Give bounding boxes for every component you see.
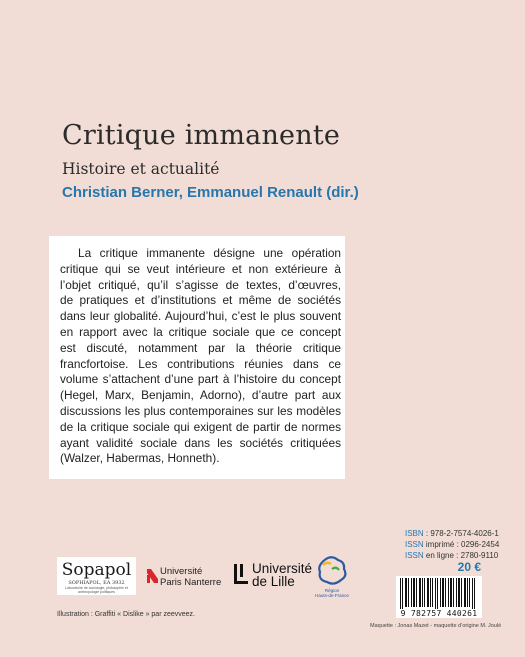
barcode: [396, 576, 482, 618]
issn-online-label: ISSN: [405, 551, 424, 560]
blurb-line: (Hegel, Marx, Benjamin, Adorno), d’autre part aux: [60, 388, 341, 403]
hdf-line2: Hauts-de-France: [315, 593, 349, 598]
blurb-line: l’objet critiqué, qu’il s’agisse de textes, d’œuvres,: [60, 277, 341, 292]
back-cover-blurb: [49, 236, 345, 479]
blurb-line: volume s’attachent d’une part à l’histoire du concept: [60, 372, 341, 387]
blurb-line: de pratiques et d’institutions et même de sociétés: [60, 293, 341, 308]
book-authors: Christian Berner, Emmanuel Renault (dir.): [62, 184, 359, 201]
lille-mark-icon: [234, 564, 248, 584]
illustration-credit: Illustration : Graffiti « Dislike » par zeevveez.: [57, 611, 195, 618]
isbn-block: [405, 528, 500, 574]
sopapol-subtitle: SOPHIAPOL, EA 3932: [68, 580, 125, 586]
issn-print-label: ISSN: [405, 540, 424, 549]
price: 20 €: [457, 560, 481, 574]
issn-online-value: en ligne : 2780-9110: [423, 551, 499, 560]
blurb-line: francfortoise. Les contributions réunies dans ce: [60, 356, 341, 371]
hauts-de-france-logo: [312, 556, 352, 598]
blurb-line: en rapport avec la critique sociale que ce concept: [60, 324, 341, 339]
isbn-row: [405, 528, 499, 539]
nanterre-line2: Paris Nanterre: [160, 577, 222, 588]
nanterre-line1: Université: [160, 566, 203, 577]
hdf-line1: Région: [324, 588, 340, 593]
book-subtitle: Histoire et actualité: [62, 160, 220, 178]
blurb-line: critique qui se veut intérieure et non extérieure à: [60, 261, 341, 276]
blurb-line: (Walzer, Habermas, Honneth).: [60, 451, 220, 466]
lille-line1: Université: [252, 561, 313, 576]
hauts-de-france-text: [312, 588, 352, 598]
nanterre-text: [160, 566, 221, 588]
nanterre-mark-icon: [147, 569, 158, 583]
layout-credit: Maquette : Jonas Mazet - maquette d’origine M. Joulé: [370, 623, 502, 629]
isbn-value: : 978-2-7574-4026-1: [423, 529, 499, 538]
sopapol-name: Sopapol: [61, 560, 132, 580]
blurb-line: ayant validité sociale dans les sociétés critiquées: [60, 435, 341, 450]
book-title: Critique immanente: [62, 120, 341, 151]
sopapol-logo: [57, 557, 136, 595]
barcode-digits: 9 782757 440261: [396, 609, 482, 618]
blurb-line: discussions les plus contemporaines sur les modèles: [60, 403, 341, 418]
isbn-label: ISBN: [405, 529, 424, 538]
sopapol-description: Laboratoire de sociologie, philosophie et anthropologie politiques: [65, 586, 128, 594]
issn-print-value: imprimé : 0296-2454: [423, 540, 500, 549]
blurb-line: de la critique sociale qui exigent de partir de normes: [60, 419, 341, 434]
blurb-line: est discuté, notamment par la théorie critique: [60, 340, 341, 355]
lille-text: [252, 562, 312, 588]
blurb-line: dans leur globalité. Aujourd’hui, c’est le plus souvent: [60, 309, 341, 324]
hauts-de-france-map-icon: [312, 556, 352, 588]
issn-print-row: [405, 539, 500, 550]
lille-line2: de Lille: [252, 574, 295, 589]
blurb-line: La critique immanente désigne une opération: [78, 246, 341, 260]
